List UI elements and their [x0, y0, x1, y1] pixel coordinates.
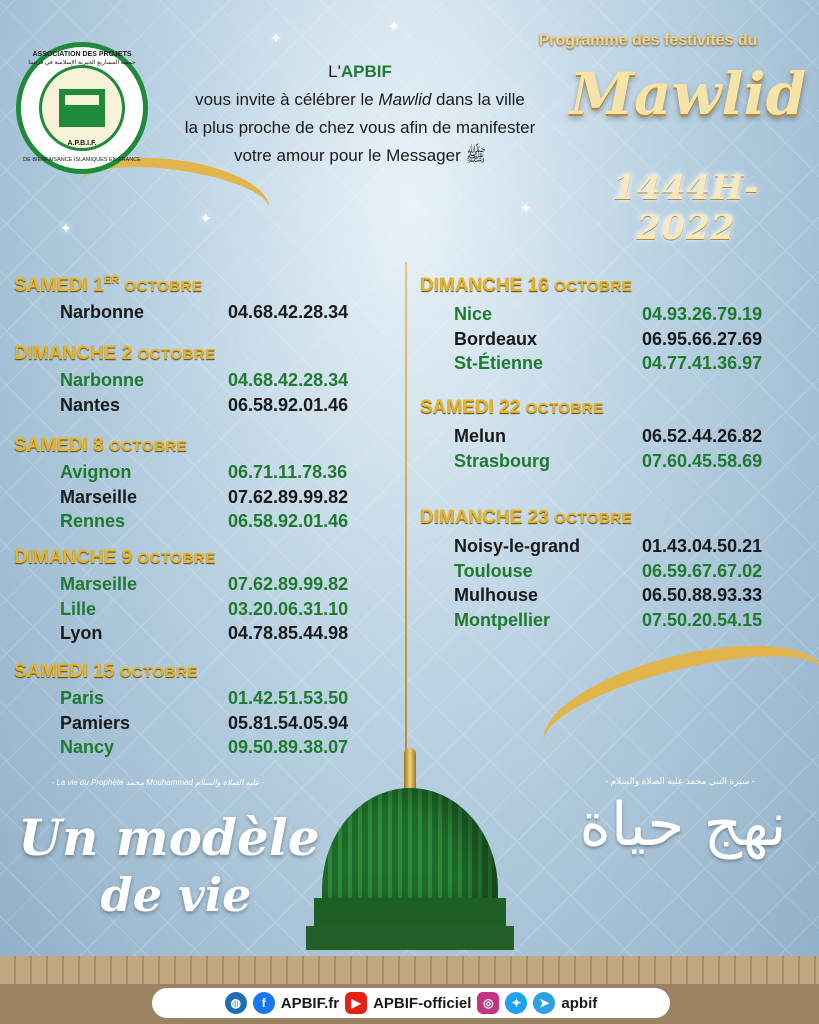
day-header: [14, 342, 216, 365]
city-name: Nice: [454, 304, 493, 324]
day-header: [14, 274, 203, 297]
month-label: OCTOBRE: [109, 438, 188, 455]
city-name: Nancy: [60, 737, 115, 757]
day-header: [420, 274, 632, 297]
twitter-icon[interactable]: ✦: [505, 992, 527, 1014]
day-label: SAMEDI 8: [14, 435, 104, 456]
globe-icon[interactable]: ◍: [225, 992, 247, 1014]
phone-number[interactable]: 01.42.51.53.50: [228, 688, 349, 708]
invite-line3: votre amour pour le Messager ﷺ: [233, 146, 487, 165]
logo-arabic-text: جمعية المشاريع الخيرية الإسلامية في فرنسا: [28, 60, 136, 66]
phone-number[interactable]: 05.81.54.05.94: [228, 712, 349, 733]
city-name: Marseille: [60, 486, 138, 507]
city-name: Bordeaux: [454, 328, 538, 349]
month-label: OCTOBRE: [124, 278, 203, 295]
sparkle-icon: ✦: [200, 210, 212, 226]
city-name: Montpellier: [454, 609, 551, 630]
month-label: OCTOBRE: [525, 400, 604, 417]
phone-number[interactable]: 03.20.06.31.10: [228, 598, 349, 619]
org-name: APBIF: [340, 62, 392, 81]
city-name: Noisy-le-grand: [454, 536, 581, 556]
sparkle-icon: ✦: [270, 30, 282, 46]
invite-line2: la plus proche de chez vous afin de manifester: [184, 118, 536, 137]
month-label: OCTOBRE: [554, 510, 633, 527]
day-label: SAMEDI 15: [14, 661, 115, 682]
invite-prefix: L': [328, 62, 341, 81]
phone-number[interactable]: 04.68.42.28.34: [228, 370, 349, 390]
dome-drum: [314, 898, 506, 928]
social-bar: [152, 988, 670, 1018]
phone-number[interactable]: 06.59.67.67.02: [642, 560, 763, 581]
day-label: DIMANCHE 2: [14, 343, 133, 364]
logo-top-text: ASSOCIATION DES PROJETS: [32, 51, 132, 58]
day-header: [14, 660, 198, 683]
day-header: [14, 546, 216, 569]
apbif-logo: [16, 42, 148, 174]
month-label: OCTOBRE: [137, 550, 216, 567]
building-icon: [59, 89, 105, 127]
dome-body: [322, 788, 498, 908]
city-name: Rennes: [60, 511, 126, 531]
city-name: Lyon: [60, 623, 103, 643]
caption-left: - La vie du Prophète محمد Mouhammad عليه الصلاة والسلام -: [51, 778, 265, 787]
day-label: SAMEDI 1: [14, 275, 104, 296]
city-name: Marseille: [60, 574, 138, 594]
phone-number[interactable]: 01.43.04.50.21: [642, 536, 763, 556]
phone-number[interactable]: 04.68.42.28.34: [228, 302, 349, 322]
telegram-icon[interactable]: ➤: [533, 992, 555, 1014]
month-label: OCTOBRE: [137, 346, 216, 363]
day-label: DIMANCHE 9: [14, 547, 133, 568]
logo-emblem: [39, 65, 125, 151]
phone-number[interactable]: 07.62.89.99.82: [228, 574, 349, 594]
city-name: Avignon: [60, 462, 132, 482]
city-name: Narbonne: [60, 302, 145, 322]
phone-number[interactable]: 06.71.11.78.36: [228, 462, 348, 482]
month-label: OCTOBRE: [554, 278, 633, 295]
script-line1: Un modèle: [18, 808, 320, 867]
phone-number[interactable]: 04.77.41.36.97: [642, 353, 763, 373]
invite-line1a: vous invite à célébrer le: [195, 90, 379, 109]
phone-number[interactable]: 07.60.45.58.69: [642, 450, 763, 471]
phone-number[interactable]: 09.50.89.38.07: [228, 737, 349, 757]
youtube-handle[interactable]: APBIF-officiel: [373, 994, 472, 1012]
city-name: St-Étienne: [454, 353, 544, 373]
sparkle-icon: ✦: [520, 200, 532, 216]
day-superscript: ER: [103, 274, 120, 286]
day-label: DIMANCHE 23: [420, 507, 549, 528]
city-name: Mulhouse: [454, 585, 538, 605]
caption-right: - سيرة النبي محمد عليه الصلاة والسلام -: [605, 776, 755, 786]
day-header: [420, 506, 632, 529]
logo-bottom-text: DE BIENFAISANCE ISLAMIQUES EN FRANCE: [23, 157, 141, 163]
sparkle-icon: ✦: [60, 220, 72, 236]
invite-line1c: dans la ville: [431, 90, 525, 109]
day-label: SAMEDI 22: [420, 397, 521, 418]
day-label: DIMANCHE 16: [420, 275, 549, 296]
phone-number[interactable]: 06.95.66.27.69: [642, 328, 763, 349]
programme-title: Programme des festivités du: [538, 32, 758, 49]
youtube-icon[interactable]: ▶: [345, 992, 367, 1014]
day-header: [420, 396, 604, 419]
sparkle-icon: ✦: [388, 18, 400, 34]
phone-number[interactable]: 07.62.89.99.82: [228, 486, 349, 507]
invitation-text: [140, 58, 580, 170]
city-name: Narbonne: [60, 370, 145, 390]
phone-number[interactable]: 04.78.85.44.98: [228, 623, 349, 643]
phone-number[interactable]: 06.50.88.93.33: [642, 585, 763, 605]
instagram-icon[interactable]: ◎: [477, 992, 499, 1014]
wall-border: [0, 956, 819, 986]
city-name: Strasbourg: [454, 450, 551, 471]
invite-mawlid: Mawlid: [378, 90, 432, 109]
arabic-calligraphy: نهج حياة: [579, 790, 787, 860]
facebook-handle[interactable]: APBIF.fr: [280, 994, 340, 1012]
phone-number[interactable]: 06.58.92.01.46: [228, 511, 349, 531]
green-dome: [300, 748, 520, 958]
phone-number[interactable]: 06.58.92.01.46: [228, 394, 349, 415]
column-divider: [405, 262, 407, 767]
dome-base: [306, 926, 514, 950]
phone-number[interactable]: 04.93.26.79.19: [642, 304, 763, 324]
phone-number[interactable]: 06.52.44.26.82: [642, 426, 763, 446]
phone-number[interactable]: 07.50.20.54.15: [642, 609, 763, 630]
event-title: Mawlid: [569, 60, 807, 128]
city-name: Toulouse: [454, 560, 533, 581]
city-name: Nantes: [60, 394, 121, 415]
social-handle[interactable]: apbif: [561, 994, 598, 1012]
city-name: Melun: [454, 426, 506, 446]
city-name: Lille: [60, 598, 97, 619]
month-label: OCTOBRE: [119, 664, 198, 681]
city-name: Pamiers: [60, 712, 131, 733]
day-header: [14, 434, 187, 457]
event-year: 1444H-2022: [612, 168, 760, 248]
logo-acronym: A.P.B.I.F.: [67, 140, 97, 147]
script-line2: de vie: [100, 868, 252, 922]
city-name: Paris: [60, 688, 105, 708]
facebook-icon[interactable]: f: [253, 992, 275, 1014]
